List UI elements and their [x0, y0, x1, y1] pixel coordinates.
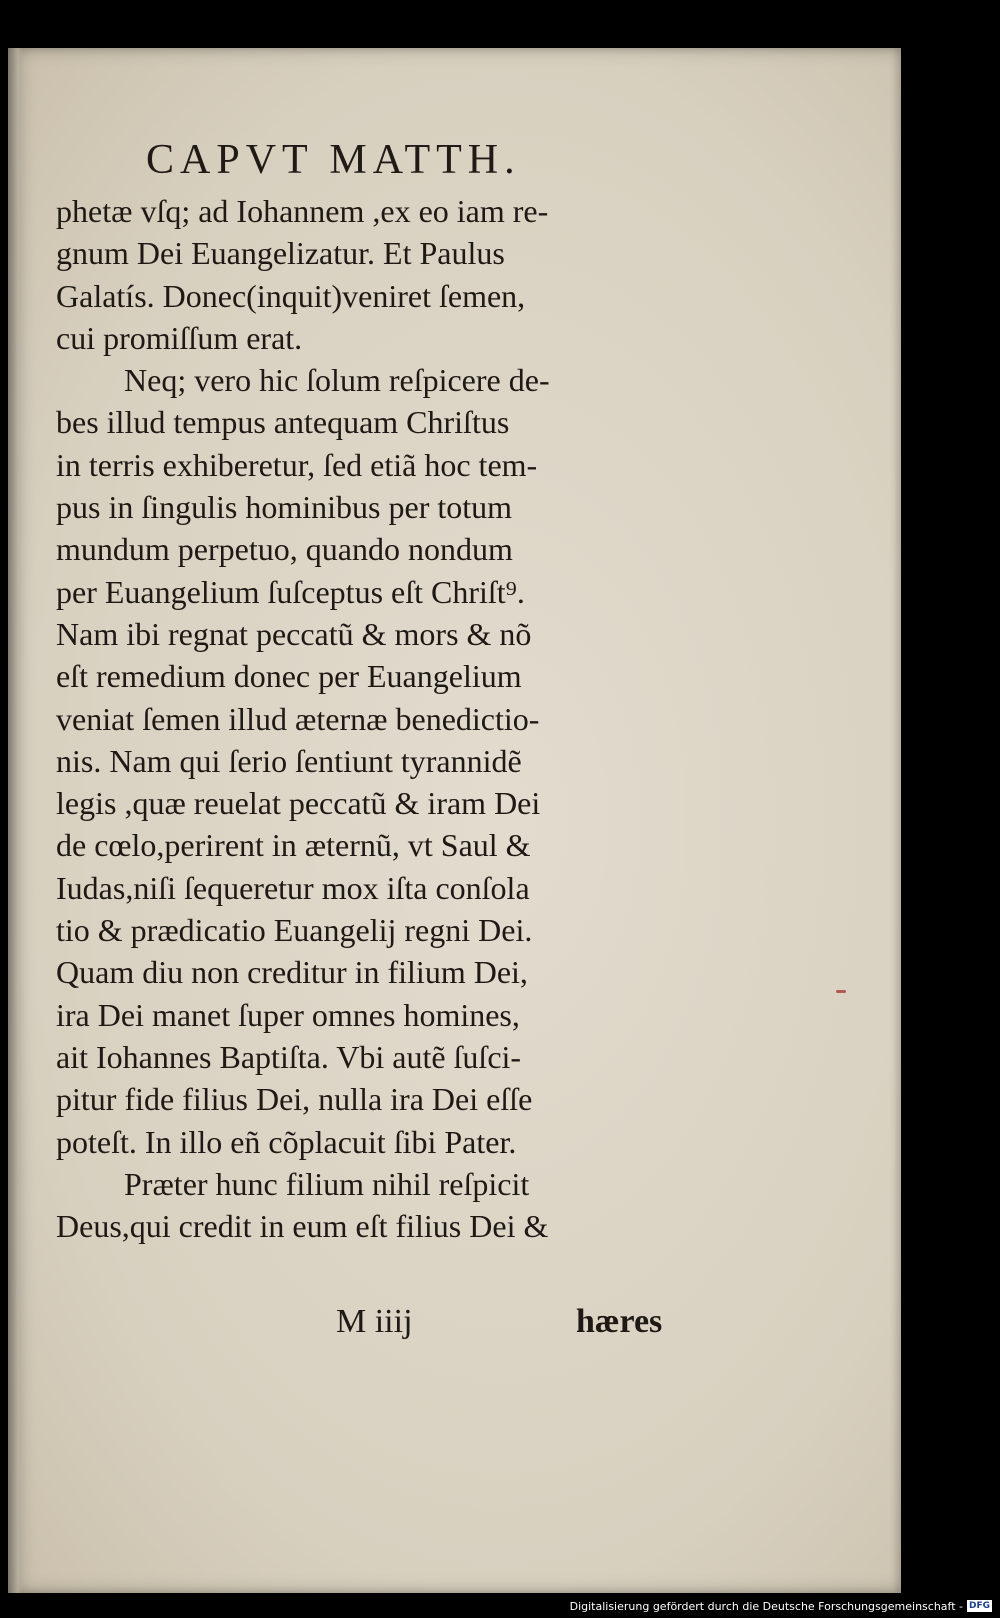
margin-mark — [836, 990, 846, 993]
text-line: ira Dei manet ſuper omnes homines, — [56, 996, 520, 1033]
credit-text: Digitalisierung gefördert durch die Deutsche Forschungsgemeinschaft - — [569, 1599, 963, 1613]
catchword: hæres — [576, 1303, 663, 1340]
book-page — [8, 48, 901, 1593]
text-line: Galatís. Donec(inquit)veniret ſemen, — [56, 277, 526, 314]
digitization-credit — [570, 1598, 992, 1614]
text-line: ait Iohannes Baptiſta. Vbi autẽ ſuſci- — [56, 1038, 522, 1075]
text-line: Nam ibi regnat peccatũ & mors & nõ — [56, 615, 532, 652]
text-line: bes illud tempus antequam Chriſtus — [56, 404, 510, 441]
text-line: Quam diu non creditur in filium Dei, — [56, 954, 528, 991]
running-head: CAPVT MATTH. — [146, 137, 521, 183]
text-line: gnum Dei Euangelizatur. Et Paulus — [56, 235, 505, 272]
text-line: pitur fide filius Dei, nulla ira Dei eſſe — [56, 1081, 533, 1118]
text-line: Iudas,niſi ſequeretur mox iſta conſola — [56, 869, 530, 906]
text-line: mundum perpetuo, quando nondum — [56, 531, 513, 568]
body-text — [56, 190, 701, 1247]
text-line: Præter hunc filium nihil reſpicit — [124, 1165, 530, 1202]
page-foot — [56, 1303, 696, 1347]
dfg-logo: DFG — [968, 1601, 990, 1611]
text-line: Deus,qui credit in eum eſt filius Dei & — [56, 1208, 549, 1245]
text-line: nis. Nam qui ſerio ſentiunt tyrannidẽ — [56, 742, 522, 779]
text-line: tio & prædicatio Euangelij regni Dei. — [56, 912, 533, 949]
text-line: in terris exhiberetur, ſed etiã hoc tem- — [56, 446, 538, 483]
text-line: phetæ vſq; ad Iohannem ,ex eo iam re- — [56, 193, 549, 229]
signature-mark: M iiij — [336, 1303, 413, 1340]
text-line: pus in ſingulis hominibus per totum — [56, 489, 513, 526]
text-line: eſt remedium donec per Euangelium — [56, 658, 522, 695]
page-gutter-shadow — [8, 48, 22, 1593]
text-line: veniat ſemen illud æternæ benedictio- — [56, 700, 540, 737]
text-line: cui promiſſum erat. — [56, 319, 303, 356]
text-line: legis ,quæ reuelat peccatũ & iram Dei — [56, 785, 541, 822]
text-line: per Euangelium ſuſceptus eſt Chriſt⁹. — [56, 573, 525, 610]
text-line: de cœlo,perirent in æternũ, vt Saul & — [56, 827, 531, 864]
text-line: poteſt. In illo eñ cõplacuit ſibi Pater. — [56, 1123, 517, 1160]
text-line: Neq; vero hic ſolum reſpicere de- — [124, 362, 550, 399]
